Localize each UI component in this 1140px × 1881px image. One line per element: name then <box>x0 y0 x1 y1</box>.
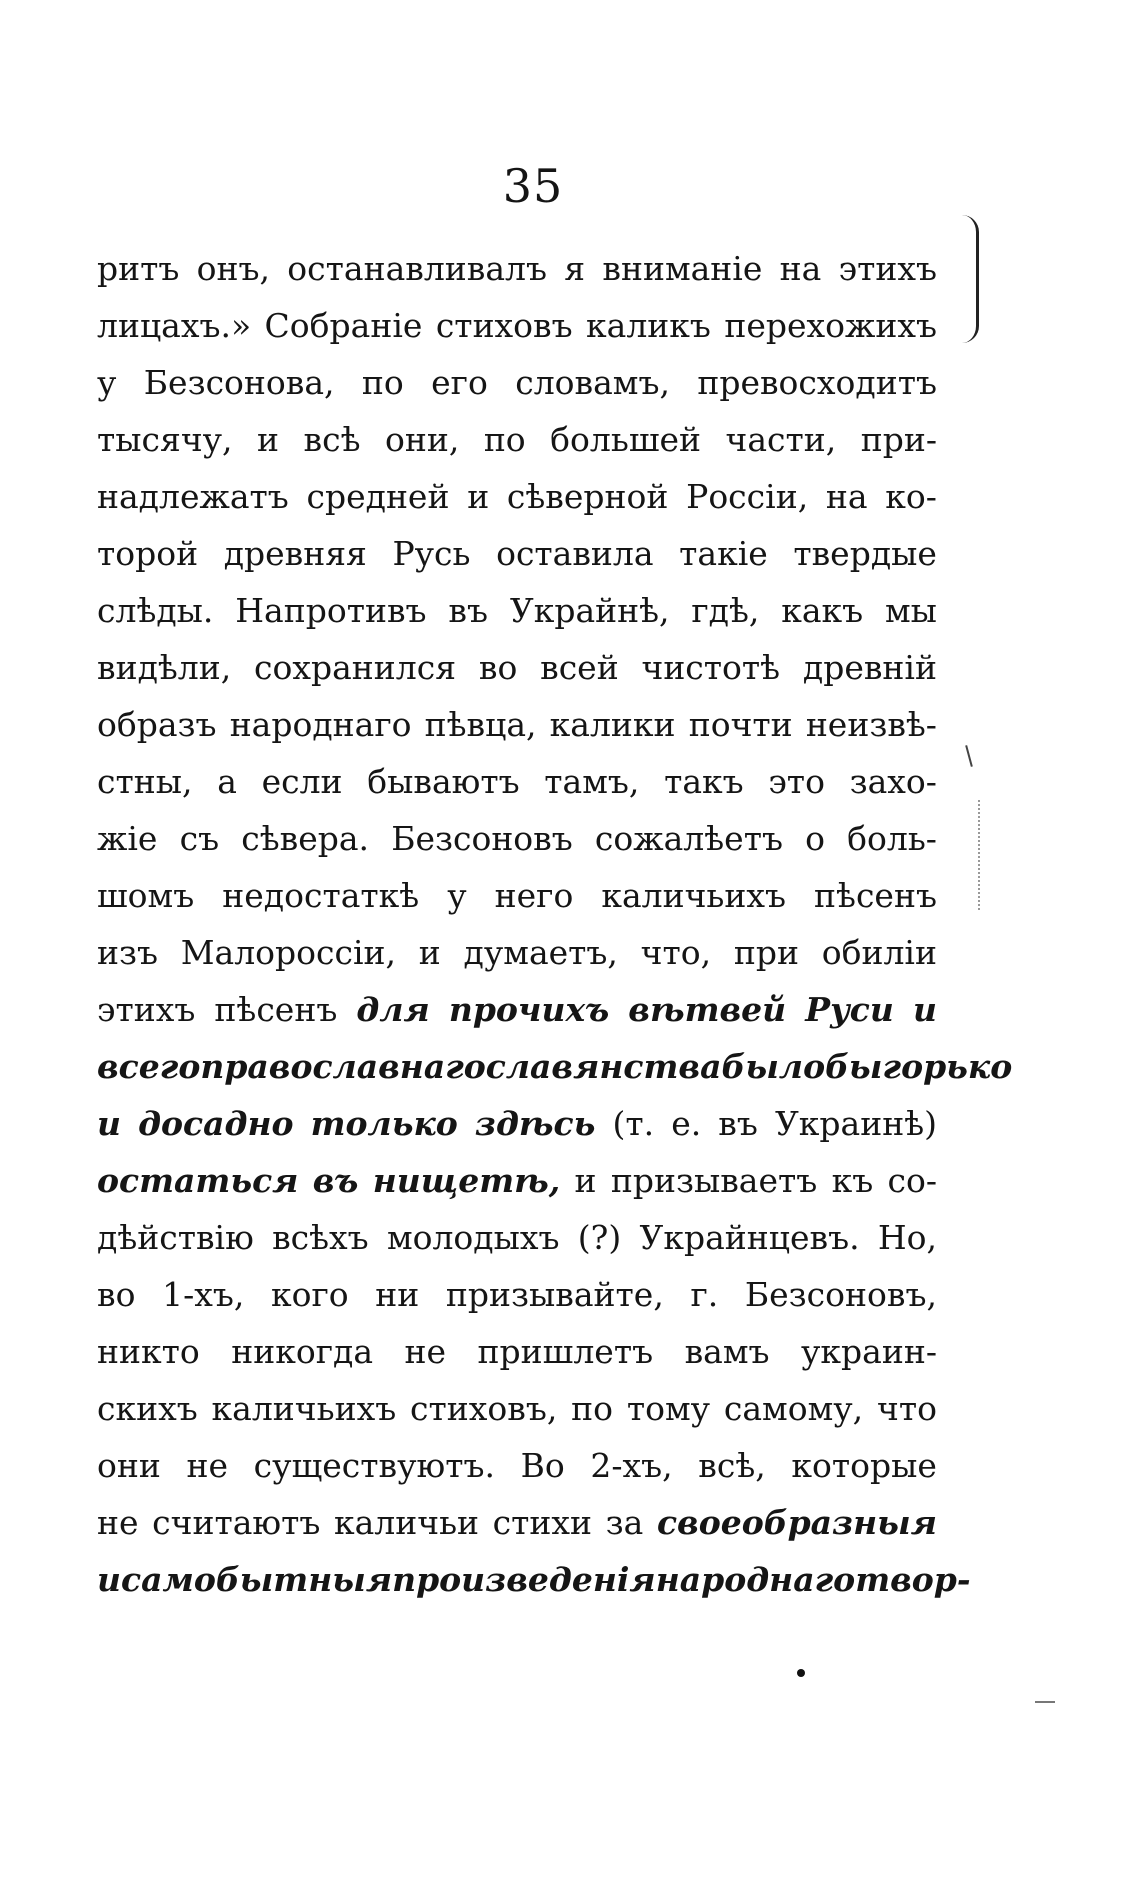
word: 1-хъ, <box>162 1275 245 1314</box>
word: при <box>733 933 799 972</box>
italic-word: и <box>912 990 937 1029</box>
word: самому, <box>723 1389 864 1428</box>
word: призывайте, <box>445 1275 664 1314</box>
word: изъ <box>97 933 158 972</box>
word: чистотѣ <box>641 648 781 687</box>
word: ни <box>375 1275 420 1314</box>
word: я <box>564 249 586 288</box>
word: считаютъ <box>152 1503 321 1542</box>
margin-bracket-mark <box>962 215 979 343</box>
word: ко- <box>885 477 937 516</box>
text-line <box>97 354 937 411</box>
text-line <box>97 1038 1013 1095</box>
margin-tick-mark <box>965 745 973 767</box>
word: этихъ <box>838 249 937 288</box>
word: неизвѣ- <box>805 705 937 744</box>
word: обиліи <box>821 933 937 972</box>
word: древняя <box>223 534 367 573</box>
word: сѣверной <box>506 477 669 516</box>
word: 2-хъ, <box>590 1446 673 1485</box>
word: (?) <box>577 1218 622 1257</box>
word: Малороссіи, <box>180 933 397 972</box>
word: Украйнцевъ. <box>639 1218 860 1257</box>
word: видѣли, <box>97 648 232 687</box>
word: жіе <box>97 819 158 858</box>
word: Украинѣ) <box>774 1104 937 1143</box>
text-line <box>97 1152 937 1209</box>
word: кого <box>270 1275 349 1314</box>
italic-word: и <box>97 1104 121 1143</box>
word: не <box>404 1332 447 1371</box>
word: и <box>467 477 490 516</box>
word: части, <box>725 420 837 459</box>
italic-word: Руси <box>805 990 894 1029</box>
word: пѣвца, <box>424 705 537 744</box>
word: ритъ <box>97 249 180 288</box>
word: оставила <box>496 534 654 573</box>
word: Безсонова, <box>143 363 335 402</box>
word: стиховъ, <box>410 1389 558 1428</box>
word: Россіи, <box>686 477 809 516</box>
italic-word: здѣсь <box>474 1104 596 1143</box>
text-line <box>97 297 937 354</box>
word: и <box>257 420 280 459</box>
word: шомъ <box>97 876 195 915</box>
word: почти <box>688 705 793 744</box>
word: по <box>483 420 526 459</box>
text-line <box>97 1323 937 1380</box>
italic-word: народнаго <box>655 1560 856 1599</box>
word: Собраніе <box>264 306 423 345</box>
italic-word: только <box>310 1104 458 1143</box>
word: по <box>571 1389 614 1428</box>
text-line <box>97 753 937 810</box>
margin-dotted-mark <box>978 800 982 910</box>
word: а <box>217 762 237 801</box>
word: боль- <box>847 819 937 858</box>
text-line <box>97 525 937 582</box>
text-line <box>97 1266 937 1323</box>
word: гдѣ, <box>691 591 760 630</box>
word: твердые <box>793 534 937 573</box>
italic-word: и <box>97 1560 121 1599</box>
word: всей <box>540 648 619 687</box>
word: Но, <box>877 1218 937 1257</box>
word: существуютъ. <box>253 1446 495 1485</box>
word: не <box>97 1503 139 1542</box>
text-line <box>97 639 937 696</box>
word: Украйнѣ, <box>509 591 670 630</box>
italic-word: произведенія <box>392 1560 656 1599</box>
word: словамъ, <box>515 363 670 402</box>
word: что <box>877 1389 937 1428</box>
italic-word: въ <box>312 1161 359 1200</box>
word: мы <box>885 591 937 630</box>
word: тысячу, <box>97 420 233 459</box>
word: по <box>361 363 404 402</box>
text-line <box>97 411 937 468</box>
italic-word: горько <box>882 1047 1013 1086</box>
italic-word: было <box>721 1047 826 1086</box>
word: во <box>478 648 518 687</box>
text-line <box>97 1437 937 1494</box>
word: Безсоновъ, <box>744 1275 937 1314</box>
word: превосходитъ <box>697 363 937 402</box>
word: на <box>825 477 868 516</box>
word: вниманіе <box>602 249 763 288</box>
word: съ <box>179 819 220 858</box>
word: стиховъ <box>435 306 573 345</box>
word: въ <box>448 591 488 630</box>
word: Безсоновъ <box>391 819 573 858</box>
text-line <box>97 810 937 867</box>
ink-dot <box>797 1669 805 1677</box>
word: не <box>186 1446 229 1485</box>
word: онъ, <box>196 249 271 288</box>
text-line <box>97 1494 937 1551</box>
word: и <box>418 933 441 972</box>
word: большей <box>550 420 702 459</box>
word: (т. <box>612 1104 655 1143</box>
word: бываютъ <box>367 762 520 801</box>
word: молодыхъ <box>386 1218 560 1257</box>
word: призываетъ <box>610 1161 818 1200</box>
word: средней <box>306 477 450 516</box>
word: за <box>605 1503 644 1542</box>
word: пришлетъ <box>477 1332 654 1371</box>
word: это <box>768 762 825 801</box>
italic-word: для <box>356 990 430 1029</box>
text-line <box>97 468 937 525</box>
word: захо- <box>849 762 937 801</box>
word: сожалѣетъ <box>594 819 783 858</box>
word: если <box>261 762 343 801</box>
text-line <box>97 1380 937 1437</box>
word: никогда <box>231 1332 374 1371</box>
word: скихъ <box>97 1389 198 1428</box>
word: стихи <box>492 1503 593 1542</box>
word: надлежатъ <box>97 477 289 516</box>
word: пѣсенъ <box>214 990 338 1029</box>
word: образъ <box>97 705 217 744</box>
word: такъ <box>664 762 744 801</box>
word: древній <box>802 648 937 687</box>
word: перехожихъ <box>724 306 937 345</box>
italic-word: нищетѣ, <box>372 1161 561 1200</box>
word: и <box>574 1161 597 1200</box>
italic-word: бы <box>825 1047 883 1086</box>
word: у <box>97 363 117 402</box>
italic-word: всего <box>97 1047 201 1086</box>
word: никто <box>97 1332 200 1371</box>
italic-word: своеобразныя <box>656 1503 937 1542</box>
body-text <box>97 240 1013 1608</box>
italic-word: прочихъ <box>448 990 610 1029</box>
word: они, <box>384 420 460 459</box>
word: тамъ, <box>544 762 640 801</box>
text-line <box>97 240 937 297</box>
word: такіе <box>679 534 768 573</box>
word: него <box>494 876 574 915</box>
word: недостаткѣ <box>222 876 420 915</box>
text-line <box>97 1209 937 1266</box>
text-line <box>97 582 937 639</box>
italic-word: славянства <box>485 1047 722 1086</box>
italic-word: досадно <box>138 1104 294 1143</box>
word: сохранился <box>254 648 457 687</box>
word: Напротивъ <box>235 591 427 630</box>
word: этихъ <box>97 990 196 1029</box>
word: у <box>447 876 467 915</box>
word: на <box>779 249 822 288</box>
italic-word: самобытныя <box>121 1560 393 1599</box>
word: какъ <box>781 591 864 630</box>
word: всѣхъ <box>272 1218 369 1257</box>
italic-word: вѣтвей <box>628 990 787 1029</box>
word: украин- <box>801 1332 937 1371</box>
text-line <box>97 867 937 924</box>
word: лицахъ.» <box>97 306 252 345</box>
word: каликъ <box>586 306 711 345</box>
word: при- <box>860 420 937 459</box>
word: останавливалъ <box>287 249 547 288</box>
word: о <box>805 819 825 858</box>
word: г. <box>690 1275 719 1314</box>
word: они <box>97 1446 161 1485</box>
word: въ <box>718 1104 758 1143</box>
word: что, <box>640 933 712 972</box>
word: со- <box>887 1161 937 1200</box>
word: думаетъ, <box>463 933 618 972</box>
word: дѣйствію <box>97 1218 254 1257</box>
word: калики <box>549 705 676 744</box>
text-line <box>97 1551 971 1608</box>
word: каличьихъ <box>211 1389 397 1428</box>
margin-dash-mark <box>1035 1701 1055 1703</box>
word: каличьи <box>334 1503 480 1542</box>
word: Русь <box>392 534 471 573</box>
word: Во <box>520 1446 565 1485</box>
italic-word: твор- <box>855 1560 971 1599</box>
page-number: 35 <box>502 159 564 213</box>
word: тому <box>626 1389 711 1428</box>
text-line <box>97 1095 937 1152</box>
text-line <box>97 924 937 981</box>
word: во <box>97 1275 136 1314</box>
word: которые <box>791 1446 937 1485</box>
word: е. <box>671 1104 702 1143</box>
text-line <box>97 981 937 1038</box>
word: всѣ <box>303 420 361 459</box>
word: каличьихъ <box>601 876 787 915</box>
word: народнаго <box>229 705 412 744</box>
word: слѣды. <box>97 591 214 630</box>
word: стны, <box>97 762 193 801</box>
word: вамъ <box>684 1332 770 1371</box>
word: къ <box>831 1161 874 1200</box>
word: пѣсенъ <box>814 876 937 915</box>
italic-word: православнаго <box>200 1047 486 1086</box>
word: торой <box>97 534 199 573</box>
word: его <box>431 363 488 402</box>
word: сѣвера. <box>241 819 370 858</box>
text-line <box>97 696 937 753</box>
italic-word: остаться <box>97 1161 299 1200</box>
word: всѣ, <box>698 1446 766 1485</box>
